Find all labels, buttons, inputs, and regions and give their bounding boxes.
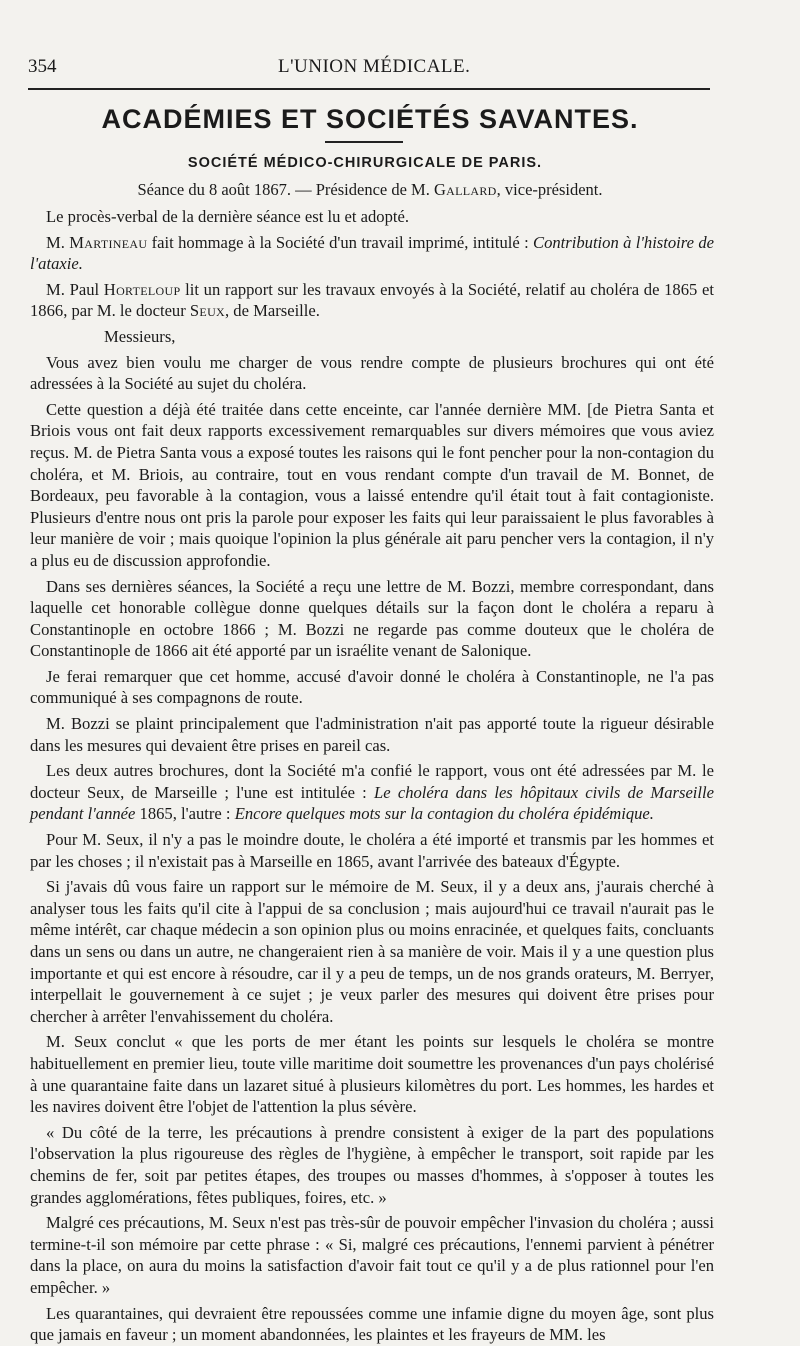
paragraph: Je ferai remarquer que cet homme, accusé d'avoir donné le choléra à Constantinople, ne l'a pas communiqué à ses compagnons de route. [30,666,714,708]
session-suffix: , vice-président. [496,180,603,199]
paragraph: Pour M. Seux, il n'y a pas le moindre doute, le choléra a été importé et transmis par les hommes et par les choses ; il n'existait pas à Marseille en 1865, avant l'arrivée des bateaux d'Égypte. [30,830,714,871]
section-title: ACADÉMIES ET SOCIÉTÉS SAVANTES. [101,104,639,134]
work-title: Contribution à l'histoire de l'ataxie. [30,232,714,274]
salutation: Messieurs, [104,326,176,346]
article-body [30,206,714,1346]
paragraph: Dans ses dernières séances, la Société a reçu une lettre de M. Bozzi, membre correspondant, dans laquelle cet honorable collègue donne quelques détails sur la façon dont le choléra a reparu à Constantinople en octobre 1866 ; M. Bozzi ne regarde pas comme douteux que le choléra de Constantinople de 1866 ait été apporté par un israélite venant de Salonique. [30,576,714,661]
text-run: M. [46,232,70,252]
title-rule [325,141,403,143]
text-run: lit un rapport sur les travaux envoyés à la Société, relatif au choléra de 1865 et 1866, par M. le docteur [30,279,714,321]
text-run: , de Marseille. [225,301,320,321]
president-name: Gallard [433,180,497,199]
paragraph [30,760,714,825]
paragraph [30,232,714,275]
paragraph: Malgré ces précautions, M. Seux n'est pas très-sûr de pouvoir empêcher l'invasion du choléra ; aussi termine-t-il son mémoire par cette phrase : « Si, malgré ces précautions, l'ennemi parvient à pénétrer dans la place, on aura du moins la satisfaction d'avoir fait tout ce qu'il y a de plus rationnel pour l'en empêcher. » [30,1213,714,1297]
text-run: M. Paul [46,279,104,299]
running-head [28,56,688,78]
journal-title: L'UNION MÉDICALE. [278,56,471,77]
text-run: fait hommage à la Société d'un travail imprimé, intitulé : [147,232,534,252]
paragraph: « Du côté de la terre, les précautions à prendre consistent à exiger de la part des populations l'observation la plus rigoureuse des règles de l'hygiène, à empêcher le transport, soit rapide par les chemins de fer, soit par petites étapes, des troupes ou masses d'hommes, à s'opposer à toutes les grandes agglomérations, fêtes publiques, foires, etc. » [30,1122,714,1207]
paragraph: Les quarantaines, qui devraient être repoussées comme une infamie digne du moyen âge, sont plus que jamais en faveur ; un moment abandonnées, les plaintes et les frayeurs de MM. les [30,1303,714,1345]
paragraph: Vous avez bien voulu me charger de vous rendre compte de plusieurs brochures qui ont été adressées à la Société au sujet du choléra. [30,352,714,394]
person-name: Horteloup [103,279,181,299]
person-name: Martineau [69,232,148,252]
header-rule [28,88,710,90]
paragraph: Le procès-verbal de la dernière séance est lu et adopté. [46,207,410,226]
paragraph: M. Seux conclut « que les ports de mer étant les points sur lesquels le choléra se montre habituellement en premier lieu, toute ville maritime doit soumettre les provenances d'un pays cholérisé à une quarantaine faite dans un lazaret situé à plusieurs kilomètres du port. Les hommes, les hardes et les navires doivent être l'objet de l'attention la plus sévère. [30,1032,714,1117]
work-title: Le choléra dans les hôpitaux civils de Marseille pendant l'année [30,782,715,824]
person-name: Seux [189,301,225,321]
page-number: 354 [28,56,57,77]
text-run: Les deux autres brochures, dont la Société m'a confié le rapport, vous ont été adressées par M. le docteur Seux, de Marseille ; l'une est intitulée : [30,761,714,802]
paragraph: Si j'avais dû vous faire un rapport sur le mémoire de M. Seux, il y a deux ans, j'aurais cherché à analyser tous les faits qu'il cite à l'appui de sa conclusion ; mais aujourd'hui ce travail n'aurait pas le même intérêt, car chaque médecin a son opinion plus ou moins enracinée, et quelques faits, concluants dans un sens ou dans un autre, ne changeraient rien à sa manière de voir. Mais il y a une question plus importante et qui est encore à résoudre, car il y a peu de temps, un de nos grands orateurs, M. Berryer, interpellait le gouvernement à ce sujet ; je veux parler des mesures qui doivent être prises pour chercher à arrêter l'envahissement du choléra. [30,877,714,1026]
society-heading: SOCIÉTÉ MÉDICO-CHIRURGICALE DE PARIS. [187,155,543,171]
work-title: Encore quelques mots sur la contagion du choléra épidémique. [234,804,654,824]
paragraph: M. Bozzi se plaint principalement que l'administration n'ait pas apporté toute la rigueur désirable dans les mesures qui devaient être prises en pareil cas. [30,714,714,755]
paragraph [30,279,714,322]
text-run: 1865, l'autre : [135,804,235,824]
paragraph: Cette question a déjà été traitée dans cette enceinte, car l'année dernière MM. [de Pietra Santa et Briois vous ont fait deux rapports excessivement remarquables sur divers mémoires que vous aviez reçus. M. de Pietra Santa vous a exposé toutes les raisons qui le font pencher pour la non-contagion du choléra, et M. Briois, au contraire, tout en vous rendant compte d'un travail de M. Bonnet, de Bordeaux, peu favorable à la contagion, vous a laissé entendre qu'il était tout à fait contagioniste. Plusieurs d'entre nous ont pris la parole pour exposer les faits qui leur paraissaient le plus favorables à leur manière de voir ; mais quoique l'opinion la plus générale ait paru pencher vers la contagion, il n'y a plus eu de discussion approfondie. [30,399,714,570]
session-line [0,180,740,200]
session-prefix: Séance du 8 août 1867. — Présidence de M. [137,180,430,199]
